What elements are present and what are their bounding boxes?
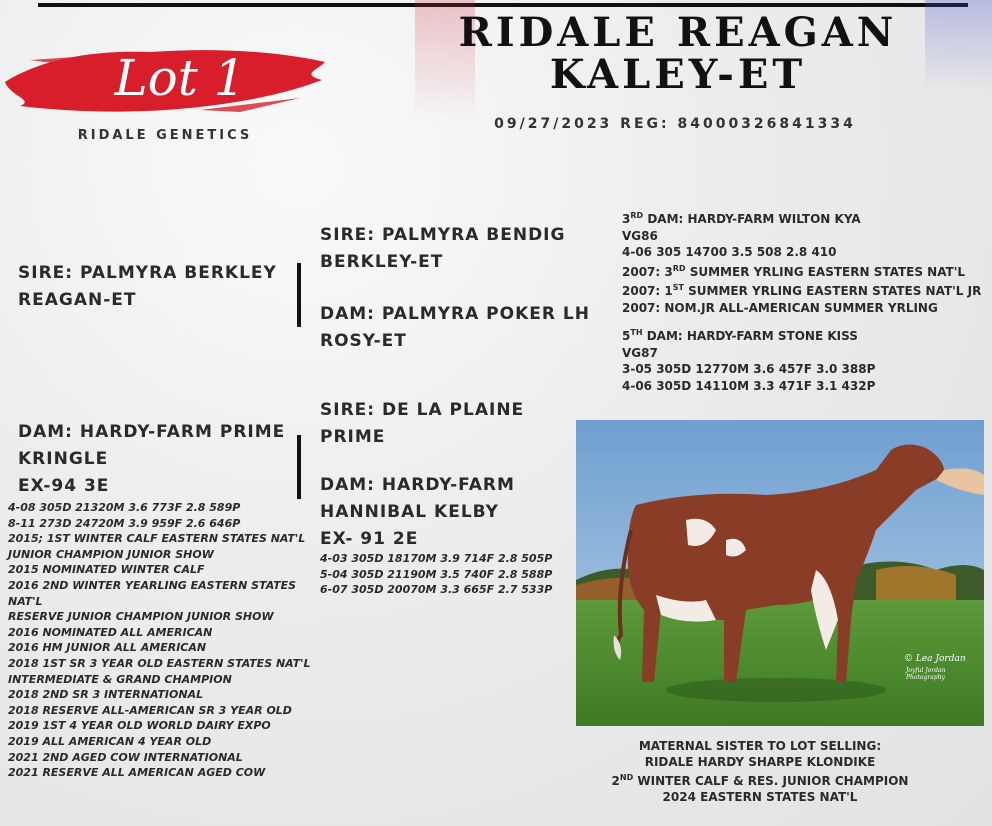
sire-bracket: [297, 263, 301, 327]
dam-record-line: 2018 1ST SR 3 YEAR OLD EASTERN STATES NAT'L: [8, 656, 311, 670]
sire-dam-line2: ROSY-ET: [320, 331, 407, 351]
dam-dam-classification: EX- 91 2E: [320, 529, 419, 549]
dam-record-line: RESERVE JUNIOR CHAMPION JUNIOR SHOW: [8, 610, 274, 624]
dam-dam-record-line: 4-03 305D 18170M 3.9 714F 2.8 505P: [320, 552, 553, 565]
breeder-name: RIDALE GENETICS: [77, 128, 253, 143]
sire-line2: REAGAN-ET: [18, 290, 137, 310]
dam-dam-record-line: 6-07 305D 20070M 3.3 665F 2.7 533P: [320, 583, 553, 597]
dam-record-line: 8-11 273D 24720M 3.9 959F 2.6 646P: [8, 516, 241, 530]
dam-record-line: 2019 ALL AMERICAN 4 YEAR OLD: [8, 734, 212, 748]
dam-bracket: [297, 435, 301, 499]
third-dam-record: 4-06 305 14700 3.5 508 2.8 410: [622, 245, 837, 259]
dam-dam-line1: DAM: HARDY-FARM: [320, 475, 515, 495]
dam-record-line: 2018 RESERVE ALL-AMERICAN SR 3 YEAR OLD: [8, 703, 292, 717]
dam-line1: DAM: HARDY-FARM PRIME: [18, 422, 286, 442]
dam-record-line: 2016 HM JUNIOR ALL AMERICAN: [8, 641, 207, 655]
caption-line1: MATERNAL SISTER TO LOT SELLING:: [638, 739, 882, 753]
sire-line1: SIRE: PALMYRA BERKLEY: [18, 263, 277, 283]
dam-records: [8, 500, 311, 781]
sire-sire-line1: SIRE: PALMYRA BENDIG: [320, 225, 566, 245]
dam-record-line: 2016 NOMINATED ALL AMERICAN: [8, 625, 213, 639]
dam-record-line: 2018 2ND SR 3 INTERNATIONAL: [8, 688, 204, 702]
sire-name: [18, 260, 277, 314]
dam-record-line: NAT'L: [8, 594, 43, 608]
third-dam-award: 2007: 3RD SUMMER YRLING EASTERN STATES NAT'L: [622, 263, 966, 279]
dam-dam-name: [320, 472, 515, 553]
sire-sire-line2: BERKLEY-ET: [320, 252, 444, 272]
paint-splash-blue: [925, 0, 992, 90]
cow-photo: [576, 420, 984, 726]
dam-record-line: JUNIOR CHAMPION JUNIOR SHOW: [8, 547, 214, 561]
photo-caption: [560, 739, 960, 805]
birth-registration: 09/27/2023 REG: 84000326841334: [494, 116, 856, 132]
dam-name: [18, 419, 285, 500]
third-dam-score: VG86: [622, 228, 658, 243]
sire-dam-line1: DAM: PALMYRA POKER LH: [320, 304, 590, 324]
fifth-dam-name: 5TH DAM: HARDY-FARM STONE KISS: [622, 328, 858, 343]
dam-classification: EX-94 3E: [18, 476, 110, 496]
third-dam-award: 2007: 1ST SUMMER YRLING EASTERN STATES NAT'L JR: [622, 283, 982, 298]
animal-name-line1: RIDALE REAGAN: [458, 9, 898, 56]
dam-line2: KRINGLE: [18, 449, 109, 469]
dam-dam-record-line: 5-04 305D 21190M 3.5 740F 2.8 588P: [320, 567, 553, 581]
animal-name: [438, 9, 918, 98]
sire-dam-name: [320, 301, 590, 355]
dam-record-line: 2021 2ND AGED COW INTERNATIONAL: [8, 750, 243, 764]
lot-label: Lot 1: [114, 49, 246, 107]
fifth-dam-record: 3-05 305D 12770M 3.6 457F 3.0 388P: [622, 362, 876, 376]
dam-record-line: INTERMEDIATE & GRAND CHAMPION: [8, 672, 232, 686]
animal-name-line2: KALEY-ET: [549, 51, 807, 98]
top-rule: [38, 3, 968, 7]
caption-line3: 2ND WINTER CALF & RES. JUNIOR CHAMPION: [611, 773, 909, 788]
dam-record-line: 2015 NOMINATED WINTER CALF: [8, 563, 205, 577]
dam-dam-records: [320, 551, 552, 598]
third-dam-name: 3RD DAM: HARDY-FARM WILTON KYA: [622, 211, 861, 226]
fifth-dam-score: VG87: [622, 345, 658, 360]
dam-sire-name: [320, 397, 524, 451]
dam-record-line: 2021 RESERVE ALL AMERICAN AGED COW: [8, 766, 266, 780]
caption-line4: 2024 EASTERN STATES NAT'L: [662, 789, 858, 804]
dam-dam-line2: HANNIBAL KELBY: [320, 502, 499, 522]
dam-record-line: 2015; 1ST WINTER CALF EASTERN STATES NAT'L: [8, 532, 306, 546]
dam-record-line: 4-08 305D 21320M 3.6 773F 2.8 589P: [8, 501, 241, 514]
sire-sire-name: [320, 222, 565, 276]
dam-record-line: 2019 1ST 4 YEAR OLD WORLD DAIRY EXPO: [8, 719, 271, 733]
photo-credit: © Lea Jordan: [904, 654, 966, 664]
dam-record-line: 2016 2ND WINTER YEARLING EASTERN STATES: [8, 578, 297, 592]
caption-line2: RIDALE HARDY SHARPE KLONDIKE: [644, 754, 876, 769]
dam-sire-line2: PRIME: [320, 427, 386, 447]
fifth-dam-block: [622, 325, 875, 394]
fifth-dam-record: 4-06 305D 14110M 3.3 471F 3.1 432P: [622, 378, 876, 393]
third-dam-block: [622, 208, 981, 316]
dam-sire-line1: SIRE: DE LA PLAINE: [320, 400, 525, 420]
photo-credit-sub: Joyful Jordan Photography: [906, 667, 946, 681]
third-dam-award: 2007: NOM.JR ALL-AMERICAN SUMMER YRLING: [622, 300, 938, 315]
